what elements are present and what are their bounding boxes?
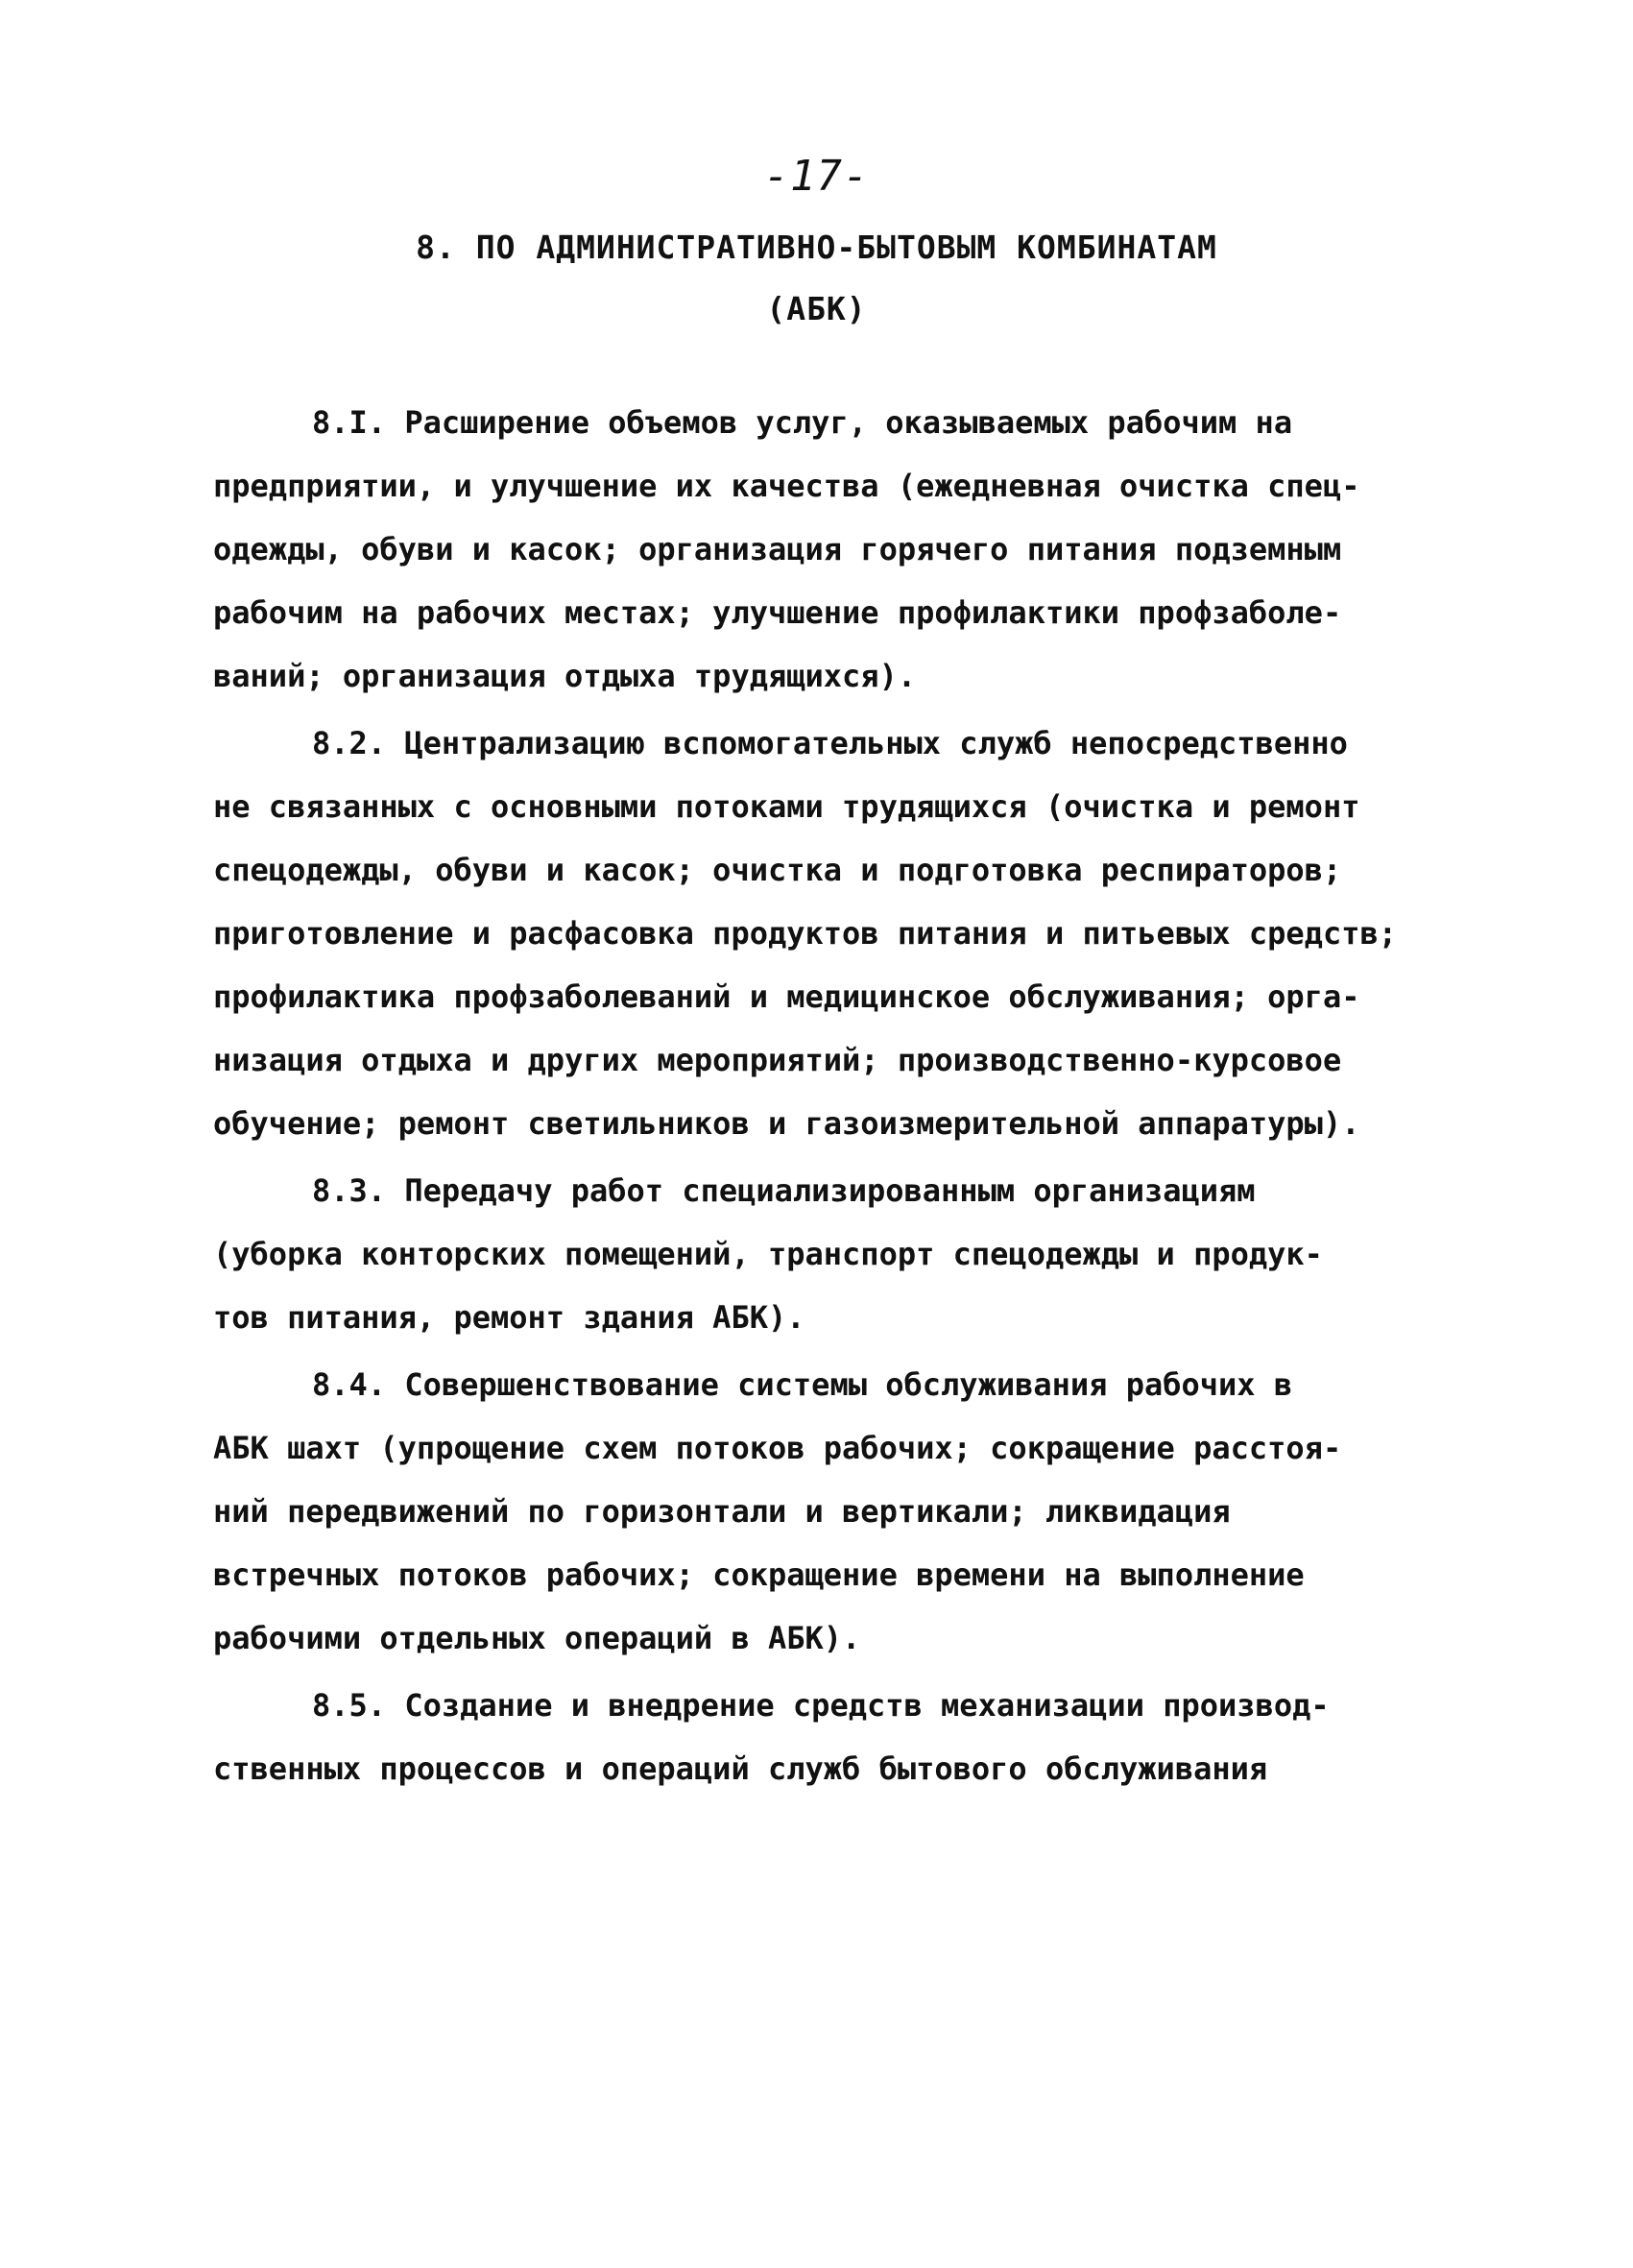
text-line: АБК шахт (упрощение схем потоков рабочих; сокращение расстоя- — [213, 1430, 1342, 1466]
text-line: обучение; ремонт светильников и газоизмерительной аппаратуры). — [213, 1105, 1360, 1142]
text-line: 8.4. Совершенствование системы обслуживания рабочих в — [312, 1366, 1293, 1403]
text-line: предприятии, и улучшение их качества (ежедневная очистка спец- — [213, 468, 1360, 504]
text-line: низация отдыха и других мероприятий; производственно-курсовое — [213, 1042, 1342, 1078]
text-line: тов питания, ремонт здания АБК). — [213, 1299, 805, 1336]
text-line: ний передвижений по горизонтали и вертикали; ликвидация — [213, 1493, 1231, 1530]
text-line: ственных процессов и операций служб бытового обслуживания — [213, 1750, 1268, 1787]
text-line: рабочим на рабочих местах; улучшение профилактики профзаболе- — [213, 594, 1342, 631]
text-line: (уборка конторских помещений, транспорт спецодежды и продук- — [213, 1236, 1323, 1272]
text-line: не связанных с основными потоками трудящихся (очистка и ремонт — [213, 788, 1360, 825]
text-line: приготовление и расфасовка продуктов питания и питьевых средств; — [213, 915, 1397, 952]
text-line: одежды, обуви и касок; организация горячего питания подземным — [213, 531, 1342, 567]
text-line: встречных потоков рабочих; сокращение времени на выполнение — [213, 1556, 1305, 1593]
text-line: спецодежды, обуви и касок; очистка и подготовка респираторов; — [213, 852, 1342, 888]
section-title: 8. ПО АДМИНИСТРАТИВНО-БЫТОВЫМ КОМБИНАТАМ — [416, 229, 1217, 266]
text-line: профилактика профзаболеваний и медицинское обслуживания; орга- — [213, 978, 1360, 1015]
text-line: рабочими отдельных операций в АБК). — [213, 1620, 861, 1656]
text-line: 8.3. Передачу работ специализированным организациям — [312, 1172, 1256, 1209]
page-number: -17- — [763, 152, 870, 201]
section-title-abbreviation: (АБК) — [766, 290, 867, 327]
text-line: 8.2. Централизацию вспомогательных служб непосредственно — [312, 725, 1348, 761]
text-line: 8.5. Создание и внедрение средств механизации производ- — [312, 1687, 1330, 1724]
text-line: 8.I. Расширение объемов услуг, оказываемых рабочим на — [312, 404, 1293, 441]
text-line: ваний; организация отдыха трудящихся). — [213, 658, 917, 694]
